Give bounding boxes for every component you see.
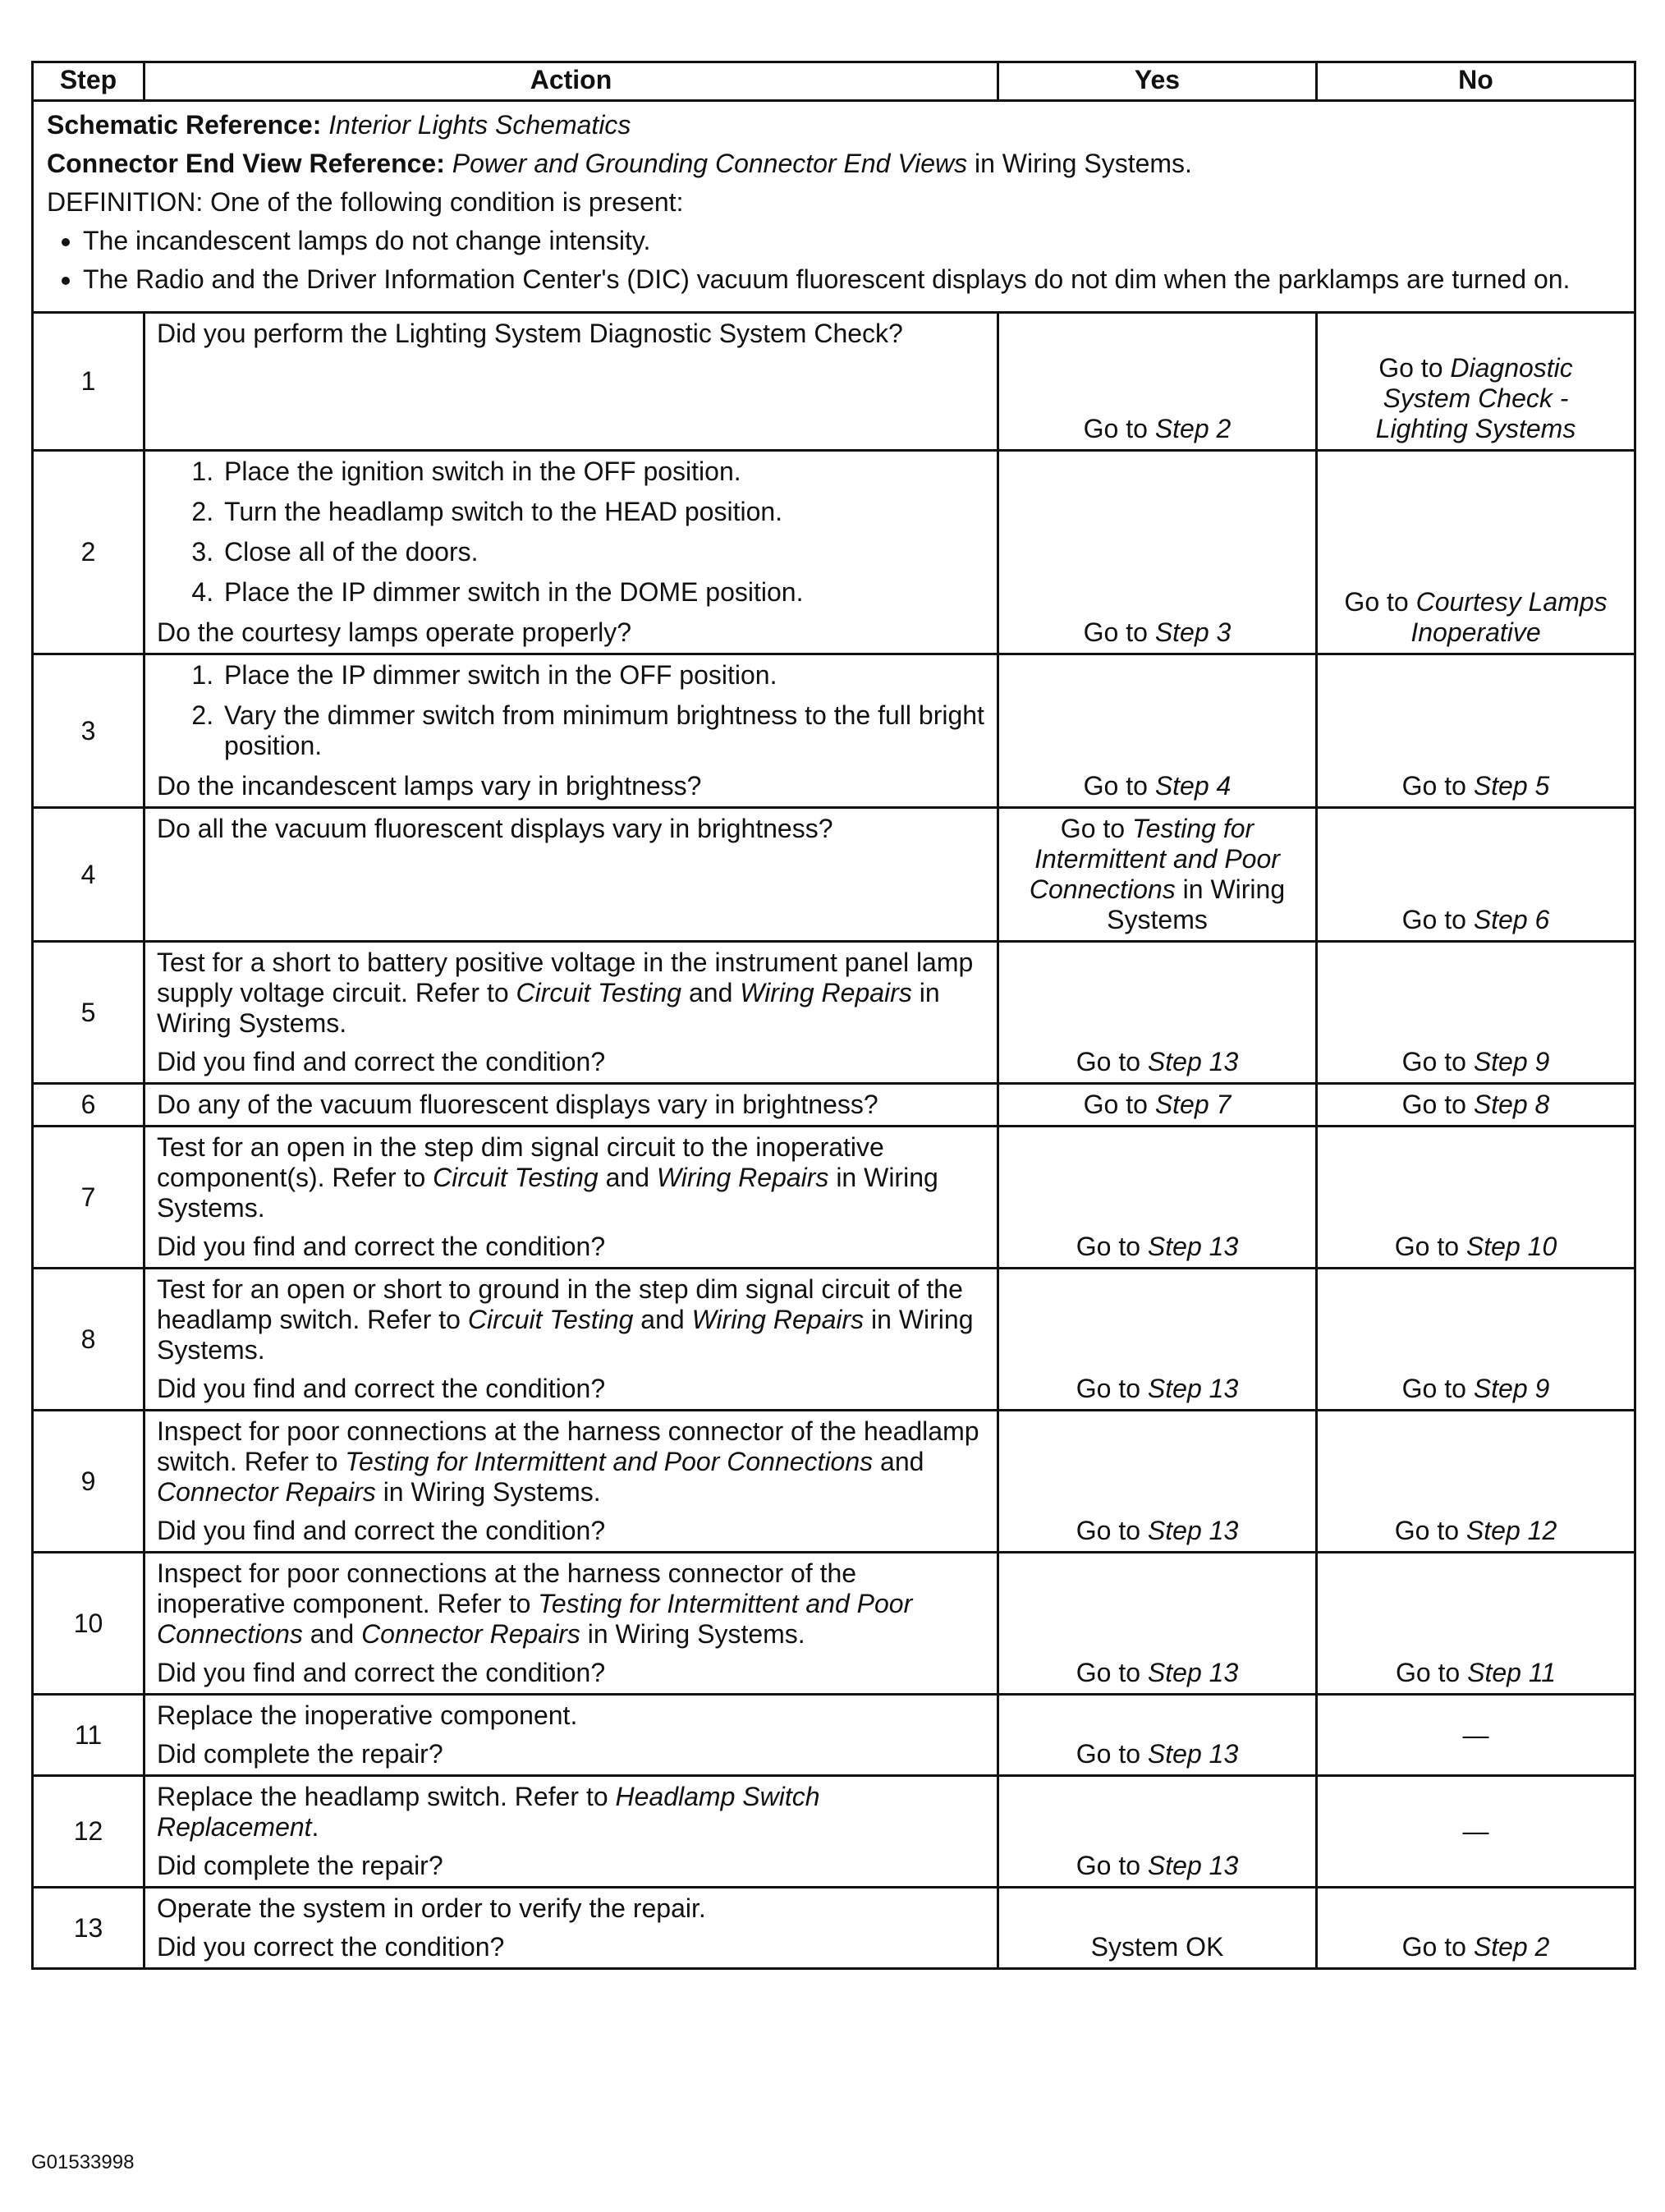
reference-link: Wiring Repairs [740,978,912,1007]
action-question: Did you find and correct the condition? [157,1516,606,1545]
no-cell [1317,1888,1635,1969]
no-prefix: Go to [1378,353,1451,383]
instruction-text: in Wiring Systems. [580,1619,805,1649]
instruction-text: and [873,1447,924,1476]
reference-link: Circuit Testing [516,978,682,1007]
definition-item: • The incandescent lamps do not change intensity. [83,226,1621,256]
action-step: 1. Place the ignition switch in the OFF position. [221,457,985,487]
diagnostic-table [31,61,1636,1970]
action-cell [144,1127,998,1269]
action-cell [144,654,998,808]
reference-link: Testing for Intermittent and Poor Connections [157,1589,913,1649]
action-question: Did you find and correct the condition? [157,1374,606,1403]
reference-link: Connector Repairs [157,1477,376,1507]
no-prefix: Go to [1401,771,1474,801]
yes-link: Testing for Intermittent and Poor Connections [1029,814,1280,904]
step-number: 9 [33,1411,144,1553]
figure-id: G01533998 [31,2151,135,2173]
yes-prefix: Go to [1083,771,1155,801]
connector-value: Power and Grounding Connector End Views [452,149,968,178]
no-cell [1317,313,1635,451]
table-row [33,654,1635,808]
action-step: 4. Place the IP dimmer switch in the DOME position. [221,577,985,608]
connector-label: Connector End View Reference: [47,149,445,178]
action-question: Do the courtesy lamps operate properly? [157,617,632,647]
reference-cell [33,101,1635,313]
yes-cell [998,1127,1317,1269]
yes-link: Step 13 [1147,1516,1239,1545]
instruction-text: Replace the headlamp switch. Refer to [157,1782,616,1811]
header-step: Step [33,62,144,101]
definition-text: DEFINITION: One of the following condition is present: [47,187,684,217]
instruction-text: and [302,1619,362,1649]
yes-prefix: Go to [1083,1090,1155,1119]
no-link: Step 11 [1467,1658,1557,1687]
yes-cell [998,654,1317,808]
action-step: 2. Vary the dimmer switch from minimum brightness to the full bright position. [221,700,985,761]
no-link: Step 8 [1473,1090,1550,1119]
connector-suffix: in Wiring Systems. [967,149,1192,178]
no-link: Courtesy Lamps Inoperative [1410,587,1608,647]
instruction-text: Test for a short to battery positive voltage in the instrument panel lamp supply voltage circuit. Refer to [157,948,974,1007]
instruction-text: Test for an open in the step dim signal circuit to the inoperative component(s). Refer to [157,1132,884,1192]
action-step: 3. Close all of the doors. [221,537,985,567]
action-instruction [157,1782,985,1843]
no-prefix: Go to [1344,587,1416,617]
yes-prefix: Go to [1076,1658,1148,1687]
step-number: 11 [33,1695,144,1776]
action-cell [144,1084,998,1127]
yes-prefix: Go to [1076,1232,1148,1261]
instruction-text: Test for an open or short to ground in the step dim signal circuit of the headlamp switch. Refer to [157,1274,963,1334]
table-row [33,808,1635,942]
action-steps [157,660,985,761]
table-row [33,313,1635,451]
yes-cell [998,1553,1317,1695]
reference-link: Wiring Repairs [691,1305,865,1334]
no-cell: — [1317,1695,1635,1776]
yes-link: Step 13 [1147,1232,1239,1261]
instruction-text: in Wiring Systems. [157,1305,974,1365]
action-cell [144,1553,998,1695]
action-step: 2. Turn the headlamp switch to the HEAD position. [221,497,985,527]
reference-link: Testing for Intermittent and Poor Connections [345,1447,874,1476]
reference-link: Circuit Testing [433,1163,599,1192]
no-cell [1317,451,1635,654]
yes-cell [998,1084,1317,1127]
instruction-text: and [681,978,741,1007]
step-number: 6 [33,1084,144,1127]
yes-cell [998,451,1317,654]
yes-link: Step 13 [1147,1739,1239,1769]
header-yes: Yes [998,62,1317,101]
instruction-text: in Wiring Systems. [157,978,940,1038]
yes-prefix: Go to [1083,414,1155,443]
yes-cell [998,1411,1317,1553]
schematic-label: Schematic Reference: [47,110,322,140]
step-number: 2 [33,451,144,654]
action-cell [144,1695,998,1776]
step-number: 8 [33,1269,144,1411]
no-cell [1317,1269,1635,1411]
schematic-reference [47,110,1621,140]
step-number: 1 [33,313,144,451]
definition-list [47,226,1621,295]
yes-link: Step 4 [1154,771,1232,801]
yes-link: Step 3 [1154,617,1232,647]
table-row [33,1084,1635,1127]
step-number: 5 [33,942,144,1084]
action-cell [144,451,998,654]
step-number: 4 [33,808,144,942]
instruction-text: Inspect for poor connections at the harness connector of the inoperative component. Refer to [157,1558,857,1618]
no-prefix: Go to [1395,1658,1468,1687]
table-row [33,1695,1635,1776]
yes-link: Step 13 [1147,1374,1239,1403]
action-instruction [157,1274,985,1365]
action-question: Did complete the repair? [157,1851,443,1880]
action-question: Did you correct the condition? [157,1932,505,1962]
yes-cell [998,1695,1317,1776]
schematic-value: Interior Lights Schematics [328,110,631,140]
no-cell [1317,1553,1635,1695]
table-row [33,1411,1635,1553]
step-number: 13 [33,1888,144,1969]
action-cell [144,1776,998,1888]
table-row [33,1127,1635,1269]
definition-item: • The Radio and the Driver Information Center's (DIC) vacuum fluorescent displays do not dim when the parklamps are turned on. [83,264,1621,295]
table-row [33,1776,1635,1888]
yes-link: Step 13 [1147,1047,1239,1076]
yes-prefix: Go to [1076,1374,1148,1403]
action-question: Did you find and correct the condition? [157,1047,606,1076]
step-number: 10 [33,1553,144,1695]
yes-cell [998,942,1317,1084]
no-prefix: Go to [1401,1932,1474,1962]
step-number: 12 [33,1776,144,1888]
action-cell [144,1888,998,1969]
connector-reference [47,149,1621,179]
no-prefix: Go to [1401,905,1474,934]
no-link: Step 9 [1473,1047,1550,1076]
step-number: 7 [33,1127,144,1269]
action-instruction [157,1416,985,1508]
no-cell [1317,1411,1635,1553]
instruction-text: Inspect for poor connections at the harness connector of the headlamp switch. Refer to [157,1416,979,1476]
action-question: Did you find and correct the condition? [157,1232,606,1261]
yes-suffix: in Wiring Systems [1107,874,1286,934]
no-cell [1317,1127,1635,1269]
yes-link: Step 13 [1147,1851,1239,1880]
yes-cell [998,808,1317,942]
header-row [33,62,1635,101]
header-action: Action [144,62,998,101]
no-prefix: Go to [1401,1374,1474,1403]
action-step: 1. Place the IP dimmer switch in the OFF position. [221,660,985,691]
yes-cell: System OK [998,1888,1317,1969]
table-row [33,1888,1635,1969]
yes-prefix: Go to [1076,1851,1148,1880]
no-link: Step 9 [1473,1374,1550,1403]
table-row [33,1269,1635,1411]
instruction-text: in Wiring Systems. [157,1163,938,1223]
action-cell [144,808,998,942]
action-question: Do all the vacuum fluorescent displays vary in brightness? [157,814,833,843]
yes-cell [998,313,1317,451]
action-instruction [157,948,985,1039]
table-row [33,451,1635,654]
yes-prefix: Go to [1076,1516,1148,1545]
action-steps [157,457,985,608]
action-cell [144,942,998,1084]
no-cell [1317,1084,1635,1127]
action-question: Do the incandescent lamps vary in brightness? [157,771,702,801]
no-prefix: Go to [1401,1047,1474,1076]
action-instruction: Operate the system in order to verify the repair. [157,1893,706,1923]
action-cell [144,1411,998,1553]
yes-link: Step 2 [1154,414,1232,443]
table-row [33,942,1635,1084]
no-link: Step 2 [1473,1932,1550,1962]
action-question: Did you find and correct the condition? [157,1658,606,1687]
no-cell: — [1317,1776,1635,1888]
no-link: Diagnostic System Check - Lighting Systems [1375,353,1576,443]
instruction-text: . [311,1812,319,1842]
yes-link: Step 13 [1147,1658,1239,1687]
no-link: Step 10 [1465,1232,1557,1261]
instruction-text: in Wiring Systems. [375,1477,601,1507]
action-question: Do any of the vacuum fluorescent displays vary in brightness? [157,1090,878,1119]
reference-row [33,101,1635,313]
header-no: No [1317,62,1635,101]
instruction-text: and [598,1163,657,1192]
no-link: Step 12 [1465,1516,1557,1545]
yes-link: Step 7 [1154,1090,1232,1119]
yes-prefix: Go to [1076,1047,1148,1076]
yes-cell [998,1776,1317,1888]
yes-prefix: Go to [1083,617,1155,647]
action-instruction: Replace the inoperative component. [157,1700,578,1730]
reference-link: Connector Repairs [361,1619,580,1649]
no-prefix: Go to [1394,1232,1466,1261]
action-question: Did complete the repair? [157,1739,443,1769]
reference-link: Wiring Repairs [656,1163,829,1192]
no-cell [1317,654,1635,808]
no-cell [1317,808,1635,942]
action-instruction [157,1558,985,1650]
no-prefix: Go to [1401,1090,1474,1119]
yes-prefix: Go to [1076,1739,1148,1769]
yes-cell [998,1269,1317,1411]
instruction-text: and [633,1305,692,1334]
action-cell [144,1269,998,1411]
no-prefix: Go to [1394,1516,1466,1545]
table-row [33,1553,1635,1695]
no-link: Step 5 [1473,771,1550,801]
no-link: Step 6 [1473,905,1550,934]
yes-prefix: Go to [1060,814,1132,843]
action-instruction [157,1132,985,1223]
step-number: 3 [33,654,144,808]
action-cell [144,313,998,451]
reference-link: Circuit Testing [467,1305,634,1334]
no-cell [1317,942,1635,1084]
reference-link: Headlamp Switch Replacement [157,1782,820,1842]
action-question: Did you perform the Lighting System Diagnostic System Check? [157,319,903,348]
